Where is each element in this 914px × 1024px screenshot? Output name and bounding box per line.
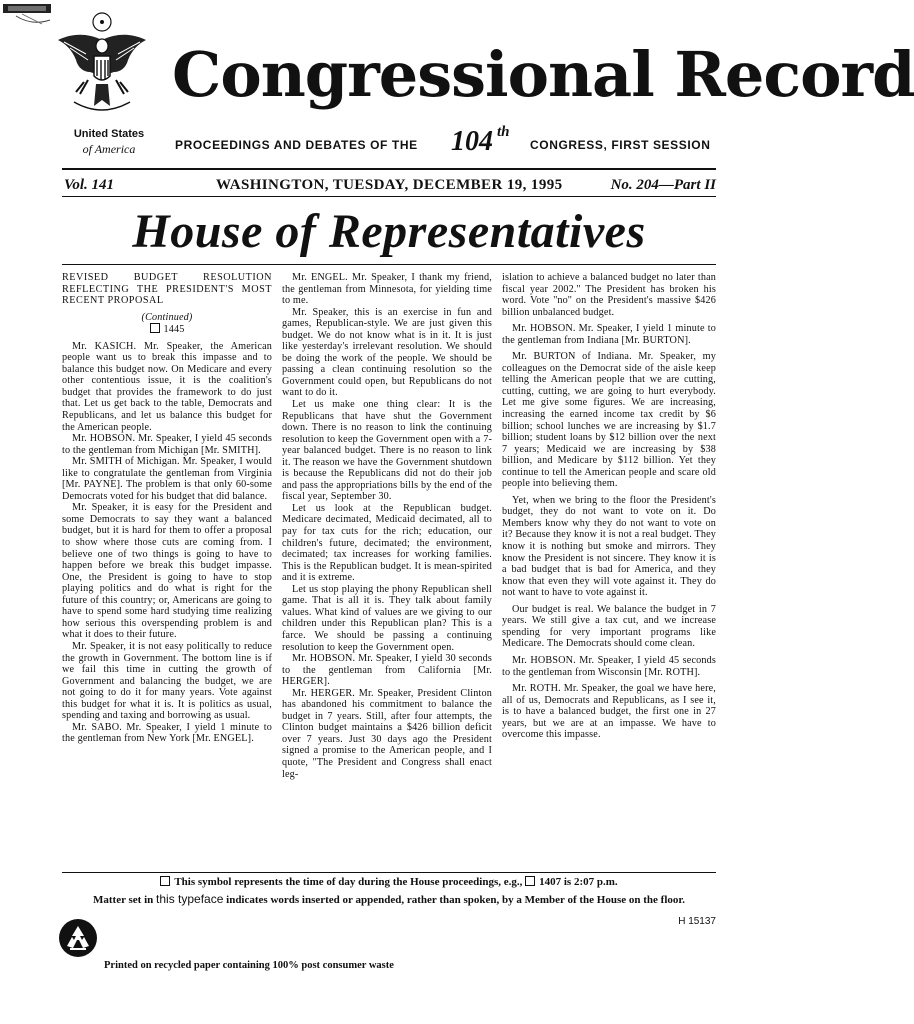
paragraph: islation to achieve a balanced budget no later than fiscal year 2002.'' The President has broken his word. Vote ''no'' on the President's massive $426 billion unbalanced budget. [502,272,716,318]
paragraph: Yet, when we bring to the floor the President's budget, they do not want to vote on it. Do Members know why they do not want to vote on it? Because they know it is not a real budget. They know it is nothing but smoke and mirrors. They know the President is not sincere. They know it is a bad budget that is bad for America, and they know that even they will vote against it. They do not want to have to vote against it. [502,494,716,599]
eagle-seal-icon [56,10,148,122]
chamber-rule [62,264,716,265]
paragraph: Mr. Speaker, this is an exercise in fun and games, Republican-style. We are just given this budget. We do not know what is in it. It is just like yesterday's irrelevant resolution. We should be doing the work of the people. We should be passing a clean continuing resolution so the Government could open, but Republicans do not want to do it. [282,306,492,399]
paragraph: Let us make one thing clear: It is the Republicans that have shut the Government down. There is no reason to link the continuing resolution to keep the Government open with a 7-year balanced budget. There is no reason to link it. The reason we have the Government shutdown is because the Republicans did not do their job and pass the appropriations bills by the end of the fiscal year, September 30. [282,399,492,503]
country-line-2: of America [82,142,136,156]
text-column-3 [502,272,716,741]
masthead-title: Congressional Record [172,38,914,111]
paragraph: Mr. HOBSON. Mr. Speaker, I yield 45 seconds to the gentleman from Michigan [Mr. SMITH]. [62,433,272,456]
page-number: H 15137 [678,916,716,927]
typeface-sample: this typeface [156,892,224,906]
recycled-paper-note: Printed on recycled paper containing 100% post consumer waste [104,960,394,971]
paragraph: Mr. HOBSON. Mr. Speaker, I yield 45 seconds to the gentleman from Wisconsin [Mr. ROTH]. [502,654,716,678]
footer-rule [62,872,716,873]
congress-suffix: th [497,124,510,140]
time-value: 1445 [163,324,185,336]
paragraph: Mr. HOBSON. Mr. Speaker, I yield 30 seconds to the gentleman from California [Mr. HERGER]. [282,653,492,688]
dateline: WASHINGTON, TUESDAY, DECEMBER 19, 1995 [216,177,563,193]
paragraph: Mr. SABO. Mr. Speaker, I yield 1 minute to the gentleman from New York [Mr. ENGEL]. [62,721,272,745]
congress-number: 104 [451,126,493,157]
time-box-icon [160,876,170,886]
text-column-1 [62,272,272,745]
issue-number: No. 204—Part II [610,177,716,193]
time-box-icon [150,323,160,333]
paragraph: Mr. HOBSON. Mr. Speaker, I yield 1 minute to the gentleman from Indiana [Mr. BURTON]. [502,323,716,346]
volume-label: Vol. 141 [64,177,115,193]
corner-stamp-icon [2,2,58,28]
continued-label: (Continued) [141,311,193,323]
time-stamp [62,323,272,336]
paragraph: Mr. HERGER. Mr. Speaker, President Clinton has abandoned his commitment to balance the budget in 7 years. Still, after four attempts, the Clinton budget maintains a $426 billion deficit over 7 years. Just 30 days ago the President signed a promise to the American people, and I quote, ''The President and Congress shall enact leg- [282,687,492,780]
paragraph: Mr. Speaker, it is easy for the President and some Democrats to say they want a balanced budget, but it is hard for them to offer a proposal to show where those cuts are coming from. I believe one of two things is going to have to happen before we break this budget impasse. One, the President is going to have to stop playing politics and do what is right for the future of this country; or, Americans are going to have to spend some hard studying time realizing how serious this overspending problem is and what it does to their future. [62,502,272,641]
time-box-icon [525,876,535,886]
country-line-1: United States [73,128,145,140]
paragraph: Let us stop playing the phony Republican shell game. That is all it is. They talk about family values. What kind of values are we giving to our children under this Republican plan? This is a farce. We should be passing a continuing resolution to keep the Government open. [282,583,492,653]
typeface-note-end: indicates words inserted or appended, rather than spoken, by a Member of the House on the floor. [226,894,685,906]
dateline-rule [62,196,716,197]
recycle-icon [58,918,98,958]
time-note-text: This symbol represents the time of day during the House proceedings, e.g., [174,876,523,888]
masthead-rule [62,168,716,170]
time-symbol-note [62,876,716,888]
proceedings-label: PROCEEDINGS AND DEBATES OF THE [175,138,418,152]
paragraph: Let us look at the Republican budget. Medicare decimated, Medicaid decimated, all to pay for tax cuts for the rich; education, our children's future, decimated; the environment, decimated; tax increases for working families. This is the Republican budget. It is mean-spirited and it is extreme. [282,502,492,584]
paragraph: Mr. BURTON of Indiana. Mr. Speaker, my colleagues on the Democrat side of the aisle keep telling the American people that we are cutting, cutting, cutting, we are going to hurt everybody. Let me give some figures. We are increasing, increasing the earned income tax credit by $6 billion; school lunches we are increasing by $1.7 billion; student loans by $12 billion over the next 7 years; Medicaid we are increasing by $38 billion, and Medicare by $112 billion. Yet they continue to tell the American people and scare old people into believing them. [502,351,716,490]
time-note-example: 1407 is 2:07 p.m. [539,876,618,888]
session-label: CONGRESS, FIRST SESSION [530,138,711,152]
section-heading: REVISED BUDGET RESOLUTION REFLECTING THE PRESIDENT'S MOST RECENT PROPOSAL [62,272,272,307]
paragraph: Mr. Speaker, it is not easy politically to reduce the growth in Government. The bottom line is if we fail this time in cutting the growth of Government and balancing the budget, we are not going to do it for many years. Vote against this budget for what it is. It is politics as usual, spending and taxing and borrowing as usual. [62,640,272,722]
text-column-2 [282,272,492,780]
typeface-note-start: Matter set in [92,894,154,906]
paragraph: Mr. ENGEL. Mr. Speaker, I thank my friend, the gentleman from Minnesota, for yielding time to me. [282,272,492,307]
paragraph: Mr. KASICH. Mr. Speaker, the American people want us to break this impasse and to balance this budget now. On Medicare and every other contentious issue, it is the coalition's budget that provides the framework to do just that. Let us get back to the table, Democrats and Republicans, and let us balance this budget for the American people. [62,340,272,433]
typeface-note [62,892,716,906]
paragraph: Mr. ROTH. Mr. Speaker, the goal we have here, all of us, Democrats and Republicans, as I see it, is to have a balanced budget, the first one in 27 years, but we are at an impasse. We have to overcome this impasse. [502,683,716,741]
chamber-title: House of Representatives [132,205,646,258]
paragraph: Mr. SMITH of Michigan. Mr. Speaker, I would like to congratulate the gentleman from Virginia [Mr. PAYNE]. The problem is that only 60-some Democrats voted for his budget that did balance. [62,456,272,502]
paragraph: Our budget is real. We balance the budget in 7 years. We still give a tax cut, and we increase spending for very important programs like Medicare. The Democrats should come clean. [502,603,716,650]
